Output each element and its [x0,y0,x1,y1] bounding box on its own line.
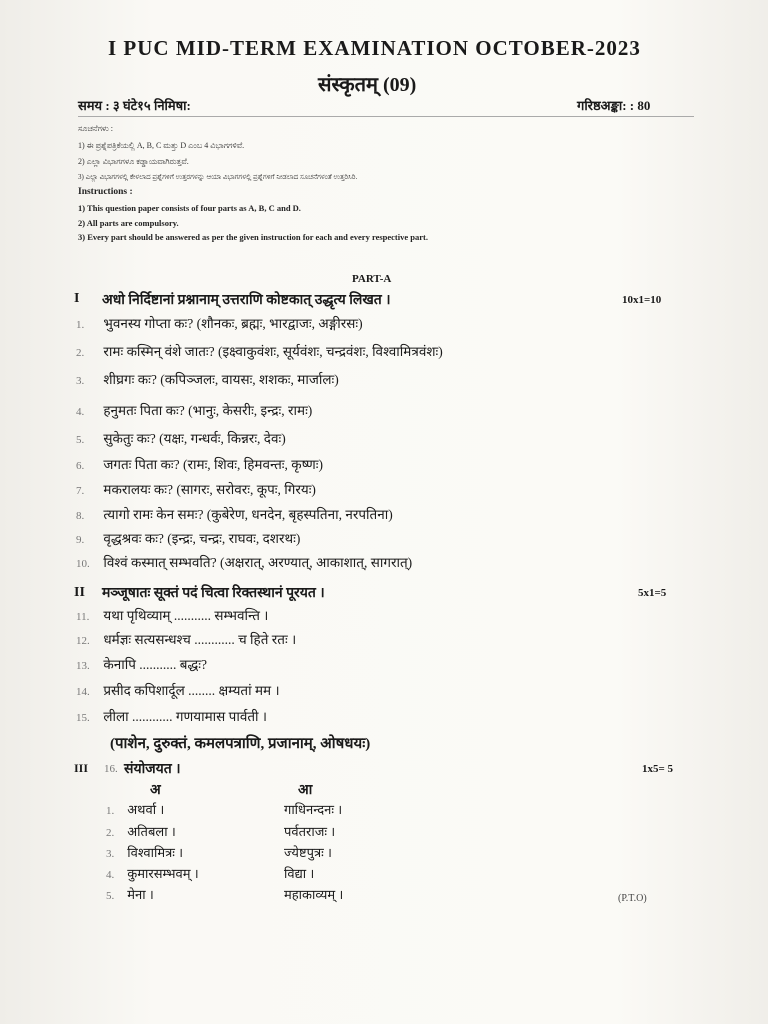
question-number: 1. [76,319,85,331]
question-number: 7. [76,485,85,497]
instruction: 2) All parts are compulsory. [78,218,179,228]
column-b-item: महाकाव्यम् । [284,887,344,902]
match-row [106,843,183,861]
question-number: 3. [76,375,85,387]
row-number: 2. [106,827,115,839]
question-item [76,480,316,498]
section-3-number: III [74,761,89,775]
question-item [76,553,412,571]
match-row [106,864,199,882]
question-item [76,342,443,360]
divider [78,116,694,117]
section-1-score: 10x1=10 [622,294,662,306]
question-item [76,314,363,332]
fill-blank-item [76,681,280,699]
question-number: 16. [104,763,118,775]
kannada-instruction: 2) ಎಲ್ಲಾ ವಿಭಾಗಗಳೂ ಕಡ್ಡಾಯವಾಗಿರುತ್ತವೆ. [78,157,189,166]
column-a-item: अतिबला । [127,824,176,839]
instructions-heading: Instructions : [78,187,133,197]
row-number: 4. [106,869,115,881]
question-text: त्यागो रामः केन समः? (कुबेरेण, धनदेन, बृहस्पतिना, नरपतिना) [103,507,393,522]
column-a-item: मेना । [127,887,154,902]
subject-title: संस्कृतम् (09) [318,74,417,96]
question-item [76,529,300,547]
question-number: 14. [76,686,90,698]
match-row [106,822,176,840]
question-text: जगतः पिता कः? (रामः, शिवः, हिमवन्तः, कृष्णः) [103,457,323,472]
column-a-header: अ [150,783,161,798]
question-text: प्रसीद कपिशार्दूल ........ क्षम्यतां मम । [103,683,280,698]
column-a-item: कुमारसम्भवम् । [127,866,199,881]
column-b-item: पर्वतराजः । [284,824,336,839]
question-number: 15. [76,712,90,724]
column-a-item: विश्वामित्रः । [127,845,184,860]
column-b-item: विद्या । [284,866,315,881]
fill-blank-item [76,606,268,624]
max-marks: गरिष्ठअङ्का: : 80 [577,98,651,113]
question-text: धर्मज्ञः सत्यसन्धश्च ............ च हिते रतः । [103,632,297,647]
question-text: सुकेतुः कः? (यक्षः, गन्धर्वः, किन्नरः, देवः) [103,431,286,446]
question-item [76,455,323,473]
match-row [106,800,164,818]
exam-title: I PUC MID-TERM EXAMINATION OCTOBER-2023 [108,36,641,60]
question-text: वृद्धश्रवः कः? (इन्द्रः, चन्द्रः, राघवः, दशरथः) [103,531,301,546]
fill-blank-item [76,707,267,725]
fill-blank-item [76,630,296,648]
row-number: 1. [106,805,115,817]
question-number: 2. [76,347,85,359]
question-number: 12. [76,635,90,647]
kannada-instruction: 1) ಈ ಪ್ರಶ್ನೆಪತ್ರಿಕೆಯಲ್ಲಿ A, B, C ಮತ್ತು D ಎಂಬ 4 ವಿಭಾಗಗಳಿವೆ. [78,141,245,150]
exam-time: समय : ३ घंटे१५ निमिषा: [78,98,191,113]
question-text: यथा पृथिव्याम् ........... सम्भवन्ति । [103,608,269,623]
question-number: 6. [76,460,85,472]
section-2-heading: मञ्जूषातः सूक्तं पदं चित्वा रिक्तस्थानं पूरयत । [102,586,325,601]
word-box: (पाशेन, दुरुक्तं, कमलपत्राणि, प्रजानाम्, ओषधयः) [110,736,371,752]
question-number: 10. [76,558,90,570]
section-1-number: I [74,291,80,306]
kannada-instructions-heading: ಸೂಚನೆಗಳು : [78,124,114,133]
question-item [76,401,312,419]
column-b-item: गाधिनन्दनः । [284,802,343,817]
question-item [76,370,339,388]
row-number: 3. [106,848,115,860]
instruction: 1) This question paper consists of four parts as A, B, C and D. [78,203,301,213]
question-text: रामः कस्मिन् वंशे जातः? (इक्ष्वाकुवंशः, सूर्यवंशः, चन्द्रवंशः, विश्वामित्रवंशः) [103,344,443,359]
question-number: 4. [76,406,85,418]
match-row [106,885,154,903]
section-2-score: 5x1=5 [638,587,667,599]
part-a-label: PART-A [352,273,392,285]
question-number: 8. [76,510,85,522]
question-number: 5. [76,434,85,446]
question-text: लीला ............ गणयामास पार्वती । [103,709,268,724]
question-number: 13. [76,660,90,672]
question-text: शीघ्रगः कः? (कपिञ्जलः, वायसः, शशकः, मार्जालः) [103,372,339,387]
column-a-item: अथर्वा । [127,802,165,817]
question-number: 9. [76,534,85,546]
kannada-instruction: 3) ಎಲ್ಲಾ ವಿಭಾಗಗಳಲ್ಲಿ ಕೇಳಲಾದ ಪ್ರಶ್ನೆಗಳಿಗೆ ಉತ್ತರಗಳನ್ನು ಆಯಾ ವಿಭಾಗಗಳಲ್ಲಿ ಪ್ರಶ್ನೆಗಳಿಗೆ ನೀಡಲಾದ ಸೂಚನೆಗಳಂತೆ ಉತ್ತರಿಸಿರಿ. [78,173,358,181]
question-number: 11. [76,611,90,623]
row-number: 5. [106,890,115,902]
column-b-header: आ [298,783,313,798]
instruction: 3) Every part should be answered as per the given instruction for each and every respective part. [78,232,428,242]
question-item [76,505,393,523]
pto-label: (P.T.O) [618,893,647,904]
question-text: हनुमतः पिता कः? (भानुः, केसरीः, इन्द्रः, रामः) [103,403,313,418]
column-b-item: ज्येष्टपुत्रः । [284,845,332,860]
section-3-heading: संयोजयत । [124,762,181,777]
section-3-score: 1x5= 5 [642,763,674,775]
question-text: मकरालयः कः? (सागरः, सरोवरः, कूपः, गिरयः) [103,482,316,497]
section-2-number: II [74,585,85,600]
question-text: विश्वं कस्मात् सम्भवति? (अक्षरात्, अरण्यात्, आकाशात्, सागरात्) [103,555,413,570]
section-1-heading: अधो निर्दिष्टानां प्रश्नानाम् उत्तराणि कोष्टकात् उद्धृत्य लिखत । [102,293,391,308]
fill-blank-item [76,655,207,673]
question-text: केनापि ........... बद्धः? [103,657,207,672]
question-text: भुवनस्य गोप्ता कः? (शौनकः, ब्रह्मः, भारद्वाजः, अङ्गीरसः) [103,316,363,331]
question-item [76,429,286,447]
